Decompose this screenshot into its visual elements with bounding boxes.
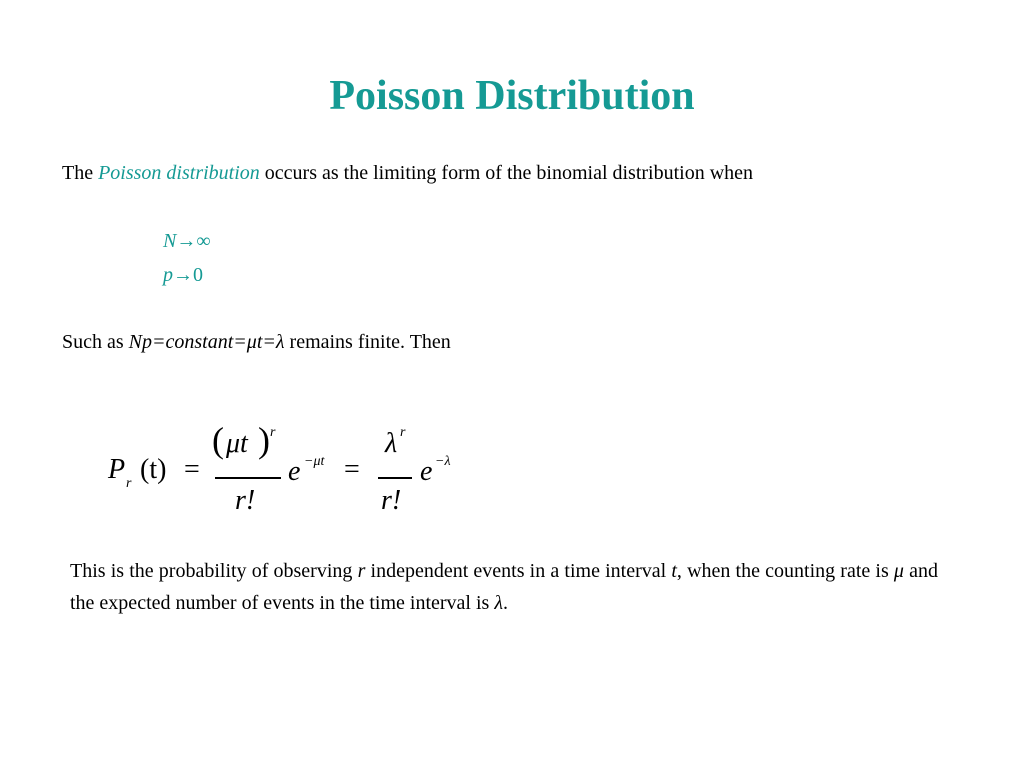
formula-mu-t: μt xyxy=(226,428,248,459)
formula-equals-2: = xyxy=(344,454,360,485)
condition-p-limit: →0 xyxy=(173,264,203,286)
para-var-r: r xyxy=(357,560,366,582)
formula-e-2: e xyxy=(420,456,433,487)
formula-denominator-2: r! xyxy=(381,485,402,516)
formula-exponent-r-2: r xyxy=(400,425,406,440)
poisson-formula xyxy=(100,415,480,525)
formula-exponent-2: −λ xyxy=(435,454,451,469)
formula-P: P xyxy=(108,454,126,485)
explanation-paragraph xyxy=(70,555,938,619)
para-text-4: and the expected number of events in the time interval is xyxy=(70,560,938,614)
fraction-bar-1 xyxy=(215,477,281,479)
intro-term: Poisson distribution xyxy=(98,162,260,184)
para-var-t: t xyxy=(671,560,677,582)
such-prefix: Such as xyxy=(62,331,129,353)
formula-right-paren: ) xyxy=(258,420,270,460)
fraction-bar-2 xyxy=(378,477,412,479)
condition-p xyxy=(163,262,203,288)
intro-line xyxy=(62,160,753,186)
formula-equals-1: = xyxy=(184,454,200,485)
formula-argument: (t) xyxy=(140,454,167,485)
para-text-5: . xyxy=(502,592,508,614)
para-text-1: This is the probability of observing xyxy=(70,560,358,582)
intro-suffix: occurs as the limiting form of the binomial distribution when xyxy=(264,162,754,184)
such-line xyxy=(62,329,451,355)
formula-e-1: e xyxy=(288,456,301,487)
para-var-mu: μ xyxy=(893,560,904,582)
para-text-3: , when the counting rate is xyxy=(676,560,894,582)
such-expression: Np=constant=μt=λ xyxy=(128,331,285,353)
condition-n xyxy=(163,228,211,254)
formula-lambda: λ xyxy=(385,428,398,459)
formula-r-subscript: r xyxy=(126,476,132,491)
intro-prefix: The xyxy=(62,162,94,184)
formula-exponent-1: −μt xyxy=(304,454,325,469)
condition-n-var: N xyxy=(163,230,177,252)
slide-title: Poisson Distribution xyxy=(329,73,695,119)
para-text-2: independent events in a time interval xyxy=(365,560,672,582)
formula-exponent-r-1: r xyxy=(270,425,276,440)
condition-p-var: p xyxy=(163,264,173,286)
para-var-lambda: λ xyxy=(494,592,503,614)
formula-left-paren: ( xyxy=(212,420,224,460)
formula-denominator-1: r! xyxy=(235,485,256,516)
condition-n-limit: →∞ xyxy=(176,230,211,252)
such-suffix: remains finite. Then xyxy=(284,331,451,353)
